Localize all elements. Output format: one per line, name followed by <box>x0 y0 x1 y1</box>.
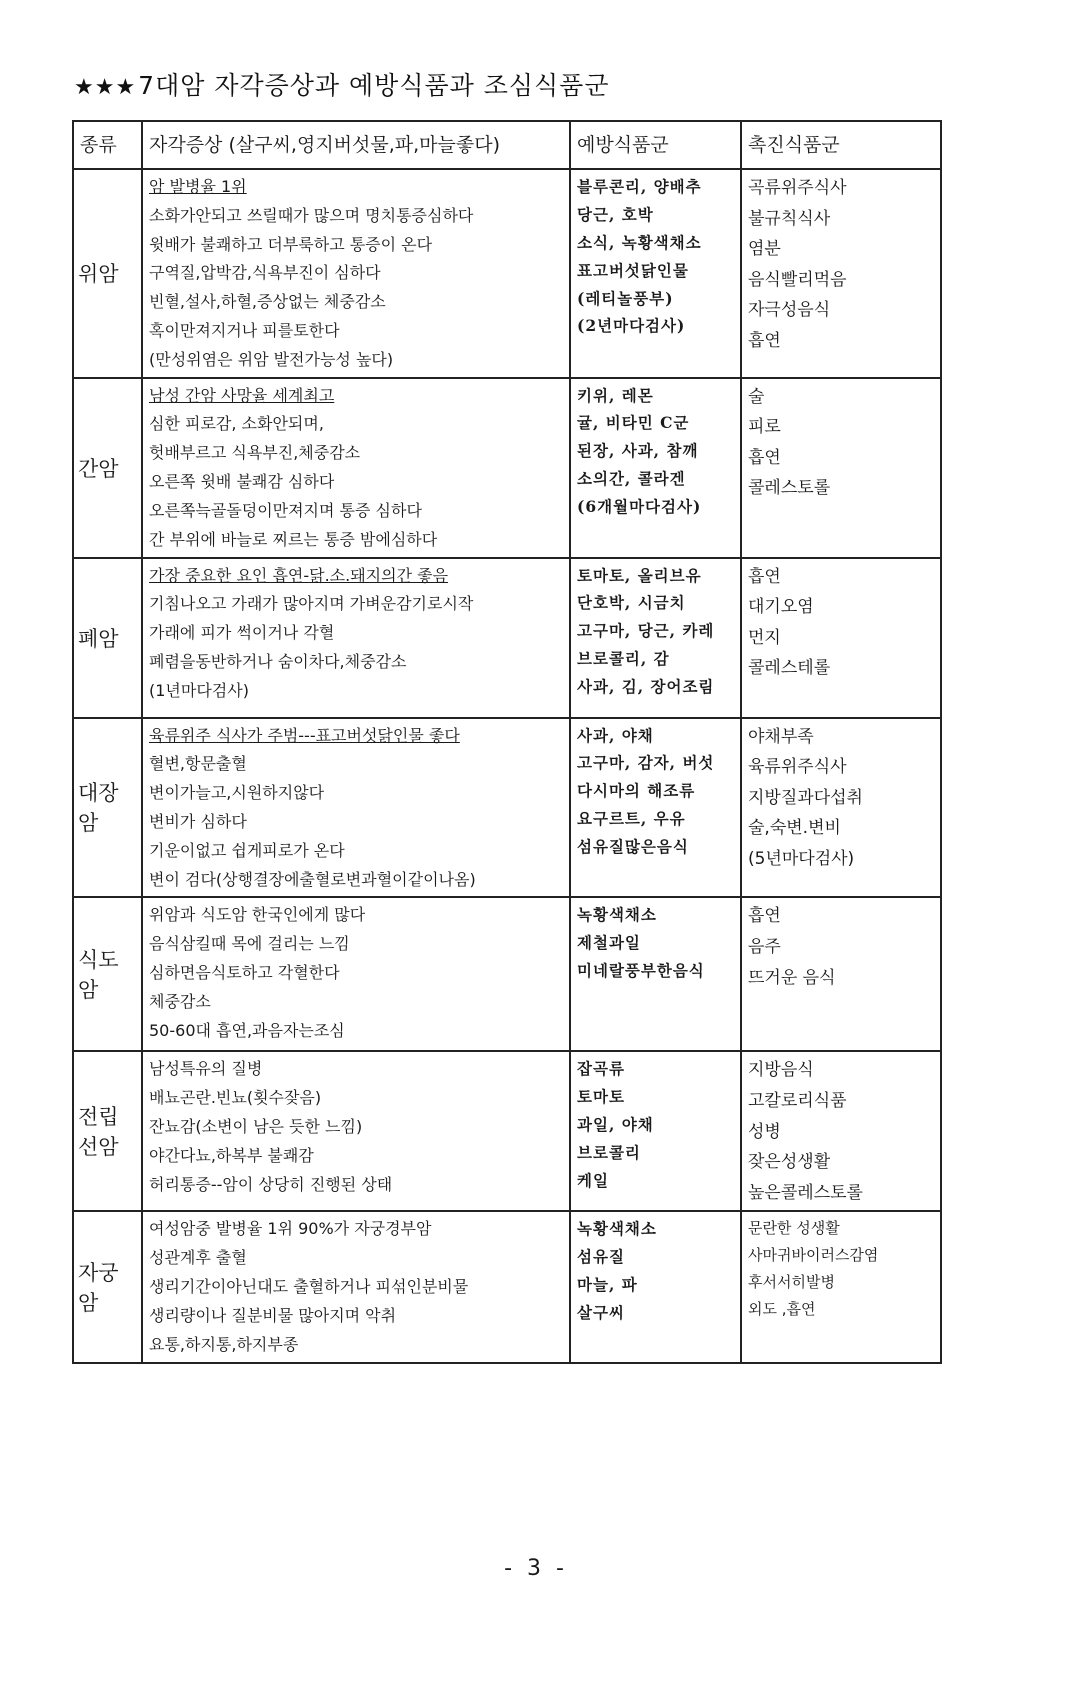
prevention-item: 미네랄풍부한음식 <box>577 961 705 981</box>
promotion-item: 후서서히발병 <box>748 1273 835 1292</box>
prevention-item: 고구마, 감자, 버섯 <box>577 753 715 773</box>
cancer-type: 식도암 <box>73 897 142 1051</box>
promotion-item: 잦은성생활 <box>748 1152 831 1173</box>
promotion-cell <box>741 897 941 1051</box>
page-title <box>74 66 609 102</box>
prevention-item: 귤, 비타민 C군 <box>577 413 690 433</box>
prevention-cell <box>570 558 741 718</box>
symptom-line: 위암과 식도암 한국인에게 많다 <box>149 905 366 925</box>
promotion-item: 야채부족 <box>748 726 814 747</box>
table-row <box>73 897 941 1051</box>
cancer-type: 대장암 <box>73 718 142 898</box>
prevention-cell <box>570 169 741 378</box>
prevention-item: (2년마다검사) <box>577 316 686 336</box>
symptom-line: 허리통증--암이 상당히 진행된 상태 <box>149 1174 393 1194</box>
table-row <box>73 1051 941 1211</box>
symptom-line: 배뇨곤란.빈뇨(횟수잦음) <box>149 1088 322 1108</box>
table-row <box>73 718 941 898</box>
prevention-item: 브로콜리 <box>577 1143 641 1163</box>
cancer-type: 위암 <box>73 169 142 378</box>
symptom-line: 생리량이나 질분비물 많아지며 악취 <box>149 1305 397 1325</box>
prevention-cell <box>570 718 741 898</box>
promotion-cell <box>741 1051 941 1211</box>
table-row <box>73 558 941 718</box>
symptom-line: 소화가안되고 쓰릴때가 많으며 명치통증심하다 <box>149 205 474 225</box>
symptom-line: 야간다뇨,하복부 불쾌감 <box>149 1145 314 1165</box>
symptom-line: 혈변,항문출혈 <box>149 754 247 774</box>
promotion-item: (5년마다검사) <box>748 848 855 869</box>
prevention-item: 살구씨 <box>577 1303 625 1322</box>
symptom-line: 요통,하지통,하지부종 <box>149 1334 299 1354</box>
prevention-item: 녹황색채소 <box>577 905 657 925</box>
symptom-line: 오른쪽 윗배 불쾌감 심하다 <box>149 471 335 491</box>
promotion-item: 불규칙식사 <box>748 208 831 229</box>
symptom-line: 간 부위에 바늘로 찌르는 통증 밤에심하다 <box>149 529 438 549</box>
promotion-item: 흡연 <box>748 566 781 587</box>
prevention-item: 케일 <box>577 1170 609 1190</box>
symptom-line: 가래에 피가 썩이거나 각혈 <box>149 623 335 643</box>
prevention-cell <box>570 1211 741 1363</box>
header-type: 종류 <box>73 121 142 169</box>
promotion-item: 외도 ,흡연 <box>748 1300 816 1319</box>
prevention-item: 당근, 호박 <box>577 204 654 224</box>
table-row <box>73 378 941 558</box>
symptom-line: 변비가 심하다 <box>149 811 247 831</box>
prevention-cell <box>570 1051 741 1211</box>
prevention-item: 브로콜리, 감 <box>577 649 670 669</box>
promotion-item: 곡류위주식사 <box>748 178 847 198</box>
prevention-item: 마늘, 파 <box>577 1275 638 1295</box>
promotion-item: 흡연 <box>748 447 781 468</box>
prevention-item: 섬유질 <box>577 1247 625 1267</box>
header-prevention: 예방식품군 <box>570 121 741 169</box>
promotion-cell <box>741 718 941 898</box>
symptom-line: 기운이없고 쉽게피로가 온다 <box>149 840 345 860</box>
symptom-line: 변이 검다(상행결장에출혈로변과혈이같이나옴) <box>149 869 476 889</box>
prevention-item: 사과, 김, 장어조림 <box>577 677 715 697</box>
promotion-item: 술,숙변.변비 <box>748 818 841 839</box>
table-row <box>73 1211 941 1363</box>
promotion-item: 문란한 성생활 <box>748 1219 840 1238</box>
promotion-item: 지방음식 <box>748 1060 814 1081</box>
symptoms-cell <box>142 1211 570 1363</box>
prevention-item: 소식, 녹황색채소 <box>577 232 702 252</box>
prevention-cell <box>570 897 741 1051</box>
promotion-cell <box>741 1211 941 1363</box>
prevention-item: 고구마, 당근, 카레 <box>577 621 715 641</box>
cancer-table <box>72 120 942 1364</box>
symptom-line: (1년마다검사) <box>149 680 249 700</box>
promotion-item: 성병 <box>748 1121 781 1142</box>
symptom-line: 여성암중 발병율 1위 90%가 자궁경부암 <box>149 1219 432 1239</box>
symptom-line: 헛배부르고 식욕부진,체중감소 <box>149 443 361 463</box>
symptoms-cell <box>142 169 570 378</box>
prevention-item: 단호박, 시금치 <box>577 593 686 613</box>
symptom-line: 윗배가 불쾌하고 더부룩하고 통증이 온다 <box>149 234 433 254</box>
promotion-cell <box>741 378 941 558</box>
symptom-line: 심하면음식토하고 각혈한다 <box>149 962 340 982</box>
promotion-item: 흡연 <box>748 906 781 927</box>
title-text: 7대암 자각증상과 예방식품과 조심식품군 <box>138 71 610 100</box>
header-symptoms: 자각증상 (살구씨,영지버섯물,파,마늘좋다) <box>142 121 570 169</box>
promotion-item: 뜨거운 음식 <box>748 967 836 988</box>
symptom-line: 변이가늘고,시원하지않다 <box>149 783 325 803</box>
promotion-item: 염분 <box>748 239 781 260</box>
prevention-item: 된장, 사과, 참깨 <box>577 441 699 461</box>
prevention-item: 섬유질많은음식 <box>577 837 689 857</box>
symptom-line: 육류위주 식사가 주범---표고버섯닭인물 좋다 <box>149 725 460 745</box>
promotion-item: 사마귀바이러스감염 <box>748 1246 879 1265</box>
prevention-item: 요구르트, 우유 <box>577 809 686 829</box>
table-row <box>73 169 941 378</box>
symptom-line: 오른쪽늑골돌덩이만져지며 통증 심하다 <box>149 500 422 520</box>
promotion-item: 대기오염 <box>748 597 814 618</box>
prevention-item: 키위, 레몬 <box>577 385 654 405</box>
prevention-item: 소의간, 콜라겐 <box>577 469 686 489</box>
promotion-item: 고칼로리식품 <box>748 1090 847 1111</box>
symptoms-cell <box>142 718 570 898</box>
symptom-line: 50-60대 흡연,과음자는조심 <box>149 1020 345 1040</box>
page-number: - 3 - <box>504 1556 568 1581</box>
promotion-item: 높은콜레스토롤 <box>748 1182 863 1203</box>
prevention-item: 블루콘리, 양배추 <box>577 177 702 196</box>
star-icons: ★★★ <box>74 75 137 100</box>
table-header-row <box>73 121 941 169</box>
symptom-line: 구역질,압박감,식욕부진이 심하다 <box>149 263 381 283</box>
symptom-line: 혹이만져지거나 피를토한다 <box>149 320 340 340</box>
cancer-type: 폐암 <box>73 558 142 718</box>
symptom-line: 체중감소 <box>149 991 211 1011</box>
prevention-item: 토마토 <box>577 1087 625 1107</box>
symptom-line: 성관계후 출혈 <box>149 1248 247 1268</box>
promotion-item: 음식빨리먹음 <box>748 269 847 290</box>
prevention-item: 과일, 야채 <box>577 1115 654 1135</box>
cancer-type: 간암 <box>73 378 142 558</box>
symptoms-cell <box>142 378 570 558</box>
symptom-line: 기침나오고 가래가 많아지며 가벼운감기로시작 <box>149 594 474 614</box>
header-promotion: 촉진식품군 <box>741 121 941 169</box>
symptoms-cell <box>142 558 570 718</box>
prevention-item: (6개월마다검사) <box>577 497 702 517</box>
symptom-line: 음식삼킬때 목에 걸리는 느낌 <box>149 934 350 954</box>
cancer-type: 자궁암 <box>73 1211 142 1363</box>
symptoms-cell <box>142 897 570 1051</box>
prevention-item: 잡곡류 <box>577 1059 625 1079</box>
symptom-line: 생리기간이아닌대도 출혈하거나 피섞인분비물 <box>149 1276 469 1296</box>
promotion-item: 먼지 <box>748 627 781 648</box>
promotion-item: 콜레스토롤 <box>748 478 831 499</box>
prevention-item: 표고버섯닭인물 <box>577 260 689 280</box>
promotion-item: 술 <box>748 386 765 407</box>
prevention-item: 사과, 야채 <box>577 725 654 745</box>
cancer-type: 전립선암 <box>73 1051 142 1211</box>
symptom-line: 암 발병율 1위 <box>149 177 247 196</box>
promotion-item: 피로 <box>748 417 781 438</box>
symptom-line: 남성 간암 사망율 세계최고 <box>149 385 335 405</box>
prevention-item: 다시마의 해조류 <box>577 781 696 801</box>
promotion-cell <box>741 169 941 378</box>
promotion-item: 콜레스테롤 <box>748 658 831 679</box>
symptom-line: 심한 피로감, 소화안되며, <box>149 414 324 434</box>
promotion-item: 흡연 <box>748 330 781 351</box>
prevention-item: (레티놀풍부) <box>577 288 674 308</box>
symptoms-cell <box>142 1051 570 1211</box>
prevention-cell <box>570 378 741 558</box>
prevention-item: 토마토, 올리브유 <box>577 565 702 585</box>
promotion-item: 육류위주식사 <box>748 757 847 778</box>
symptom-line: 가장 중요한 요인 흡연-닭.소.돼지의간 좋음 <box>149 565 449 585</box>
promotion-item: 자극성음식 <box>748 300 831 321</box>
symptom-line: 남성특유의 질병 <box>149 1059 263 1079</box>
symptom-line: 잔뇨감(소변이 남은 듯한 느낌) <box>149 1116 363 1136</box>
promotion-item: 지방질과다섭취 <box>748 787 863 808</box>
prevention-item: 제철과일 <box>577 933 641 953</box>
promotion-cell <box>741 558 941 718</box>
symptom-line: 폐렴을동반하거나 숨이차다,체중감소 <box>149 651 407 671</box>
symptom-line: (만성위염은 위암 발전가능성 높다) <box>149 349 394 369</box>
symptom-line: 빈혈,설사,하혈,증상없는 체중감소 <box>149 292 386 312</box>
promotion-item: 음주 <box>748 936 781 957</box>
prevention-item: 녹황색채소 <box>577 1219 657 1239</box>
